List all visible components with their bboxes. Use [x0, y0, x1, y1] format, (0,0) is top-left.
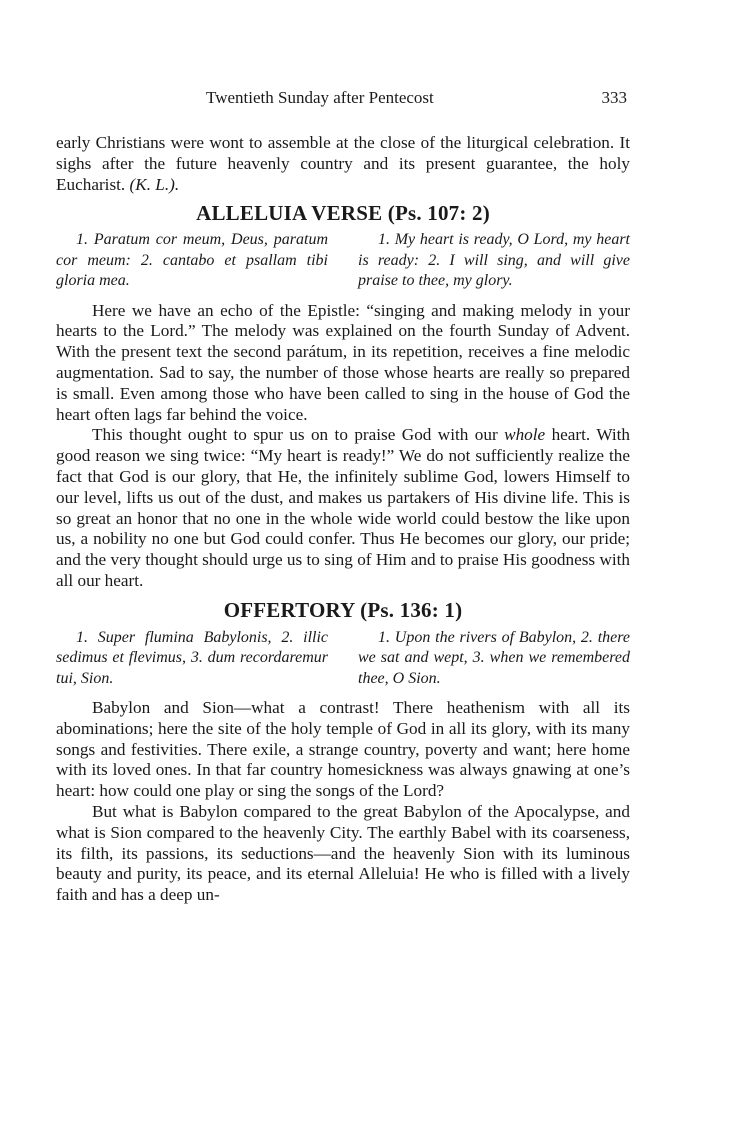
alleluia-latin-column — [56, 230, 328, 291]
offertory-verse-columns — [56, 628, 630, 689]
emphasis-whole: whole — [504, 425, 546, 445]
page-body — [56, 133, 630, 906]
offertory-latin-column — [56, 628, 328, 689]
alleluia-english-column — [358, 230, 630, 291]
alleluia-heading: ALLELUIA VERSE (Ps. 107: 2) — [196, 201, 490, 226]
alleluia-latin: 1. Paratum cor meum, Deus, paratum cor meum: 2. cantabo et psallam tibi gloria mea. — [56, 231, 328, 290]
alleluia-paragraph-2 — [56, 425, 630, 591]
intro-text: early Christians were wont to assemble at the close of the liturgical celebration. It sighs after the future heavenly country and its present guarantee, the holy Eucharist. — [56, 133, 630, 194]
intro-paragraph — [56, 133, 630, 195]
offertory-paragraph-2: But what is Babylon compared to the great Babylon of the Apocalypse, and what is Sion compared to the heavenly City. The earthly Babel with its coarseness, its filth, its passions, its seductions—and the heavenly Sion with its luminous beauty and purity, its peace, and its eternal Alleluia! He who is filled with a lively faith and has a deep un- — [56, 801, 630, 905]
offertory-paragraph-1: Babylon and Sion—what a contrast! There heathenism with all its abominations; here the site of the holy temple of God in all its glory, with its many songs and festivities. There exile, a strange country, poverty and want; here home with its loved ones. In that far country homesickness was always gnawing at one’s heart: how could one play or sing the songs of the Lord? — [56, 697, 630, 801]
offertory-heading: OFFERTORY (Ps. 136: 1) — [223, 597, 463, 622]
alleluia-paragraph-2-rest: heart. With good reason we sing twice: “My heart is ready!” We do not sufficiently realize the fact that God is our glory, that He, the infinitely sublime God, lowers Himself to our level, lifts us out of the dust, and makes us partakers of His divine life. This is so great an honor that no one in the whole wide world could bestow the like upon us, a nobility no one but God could confer. Thus He becomes our glory, our pride; and the very thought should urge us to sing of Him and to praise His goodness with all our heart. — [56, 425, 631, 590]
alleluia-paragraph-2-start: This thought ought to spur us on to praise God with our — [92, 425, 505, 445]
intro-citation: (K. L.). — [129, 174, 180, 194]
alleluia-verse-columns — [56, 230, 630, 291]
offertory-english-column — [358, 628, 630, 689]
running-head — [56, 88, 630, 110]
running-title: Twentieth Sunday after Pentecost — [206, 88, 434, 107]
alleluia-paragraph-1: Here we have an echo of the Epistle: “singing and making melody in your hearts to the Lord.” The melody was explained on the fourth Sunday of Advent. With the present text the second parátum, in its repetition, receives a fine melodic augmentation. Sad to say, the number of those whose hearts are really so prepared is small. Even among those who have been called to sing in the house of God the heart often lags far behind the voice. — [56, 300, 630, 424]
alleluia-english: 1. My heart is ready, O Lord, my heart is ready: 2. I will sing, and will give praise to thee, my glory. — [358, 231, 630, 290]
offertory-latin: 1. Super flumina Babylonis, 2. illic sedimus et flevimus, 3. dum recordaremur tui, Sion. — [56, 628, 328, 687]
offertory-english: 1. Upon the rivers of Babylon, 2. there we sat and wept, 3. when we remembered thee, O Sion. — [358, 628, 630, 687]
page-number: 333 — [601, 88, 627, 107]
